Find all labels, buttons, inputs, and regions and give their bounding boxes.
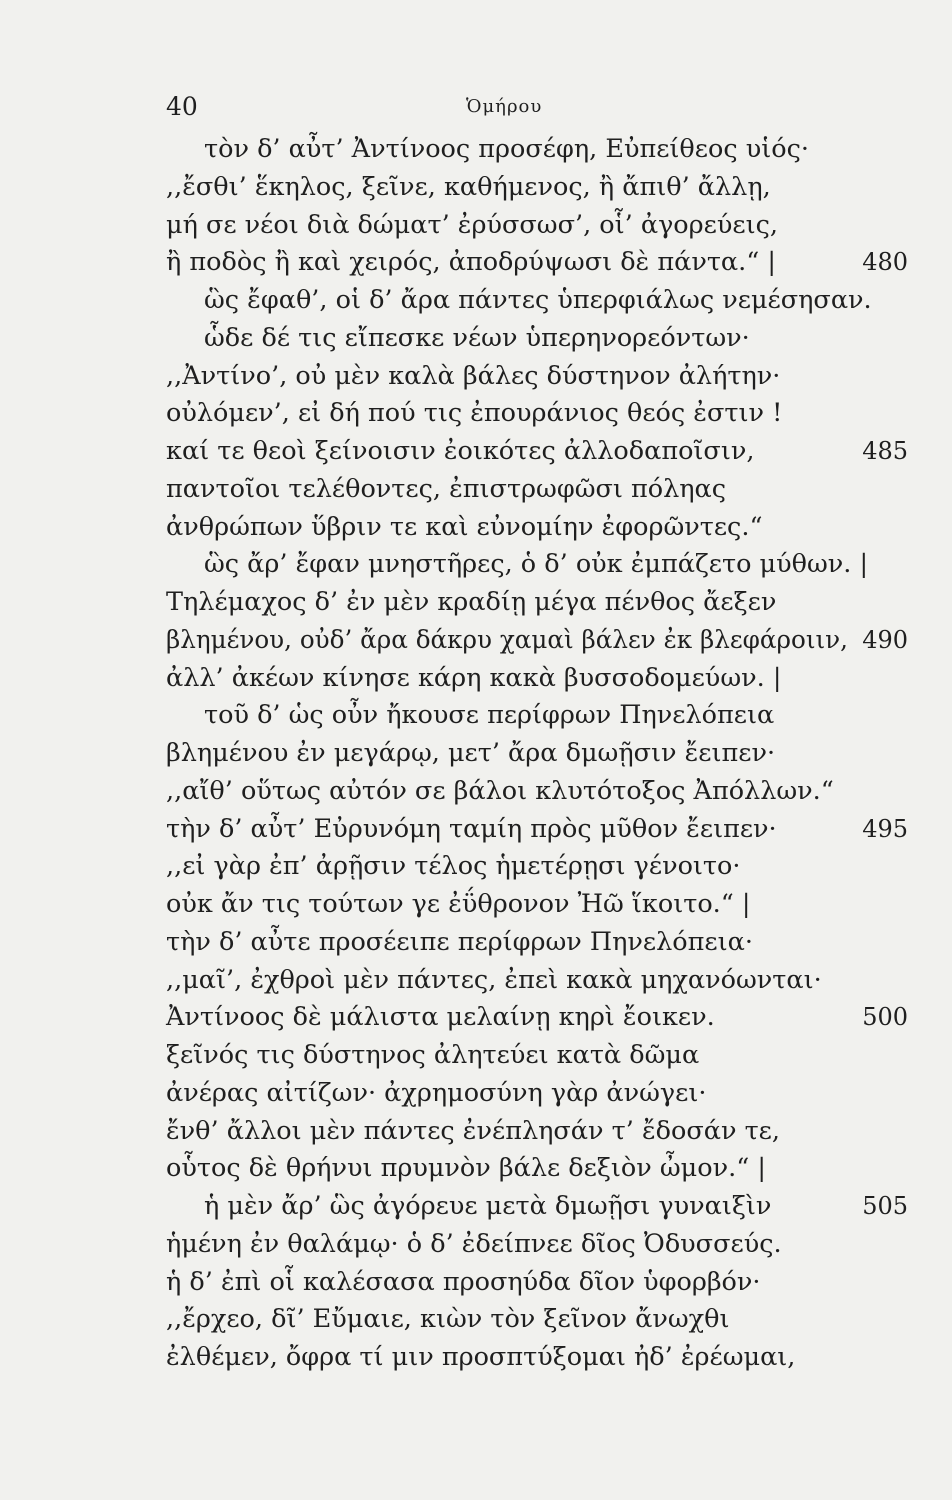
verse-line xyxy=(166,207,908,245)
verse-text: μή σε νέοι διὰ δώματ’ ἐρύσσωσ’, οἷ’ ἀγορεύεις, xyxy=(166,209,778,240)
verse-line xyxy=(166,1264,908,1302)
verse-text: οὐλόμεν’, εἰ δή πού τις ἐπουράνιος θεός ἐστιν ! xyxy=(166,398,783,429)
verse-line xyxy=(166,1339,908,1377)
verse-line xyxy=(166,1226,908,1264)
verse-line xyxy=(166,1113,908,1151)
verse-line xyxy=(166,886,908,924)
verse-line xyxy=(166,848,908,886)
verse-text: ,,μαῖ’, ἐχθροὶ μὲν πάντες, ἐπεὶ κακὰ μηχανόωνται· xyxy=(166,964,822,995)
verse-line xyxy=(166,660,908,698)
verse-line xyxy=(166,1037,908,1075)
verse-text: ἐλθέμεν, ὄφρα τί μιν προσπτύξομαι ἠδ’ ἐρέωμαι, xyxy=(166,1342,796,1372)
verse-line xyxy=(166,773,908,811)
verse-line xyxy=(166,244,908,282)
verse-line xyxy=(166,811,908,849)
verse-line xyxy=(166,697,908,735)
verse-text: ἢ ποδὸς ἢ καὶ χειρός, ἀποδρύψωσι δὲ πάντα.“ | xyxy=(166,247,776,278)
verse-text: καί τε θεοὶ ξείνοισιν ἐοικότες ἀλλοδαποῖσιν, xyxy=(166,436,755,466)
verse-text: Τηλέμαχος δ’ ἐν μὲν κραδίῃ μέγα πένθος ἄεξεν xyxy=(166,587,777,617)
line-number: 480 xyxy=(862,248,908,277)
verse-text: βλημένου ἐν μεγάρῳ, μετ’ ἄρα δμωῇσιν ἔειπεν· xyxy=(166,738,776,768)
verse-text: ὧδε δέ τις εἴπεσκε νέων ὑπερηνορεόντων· xyxy=(204,322,750,353)
verse-line xyxy=(166,433,908,471)
line-number: 505 xyxy=(862,1192,908,1220)
verse-line xyxy=(166,999,908,1037)
verse-text: τὸν δ’ αὖτ’ Ἀντίνοος προσέφη, Εὐπείθεος υἱός· xyxy=(204,134,809,164)
verse-text: ἀλλ’ ἀκέων κίνησε κάρη κακὰ βυσσοδομεύων. | xyxy=(166,662,782,693)
verse-text: ,,ἔρχεο, δῖ’ Εὔμαιε, κιὼν τὸν ξεῖνον ἄνωχθι xyxy=(166,1304,730,1335)
verse-text: τὴν δ’ αὖτ’ Εὐρυνόμη ταμίη πρὸς μῦθον ἔειπεν· xyxy=(166,813,777,844)
verse-line xyxy=(166,358,908,396)
verse-line xyxy=(166,1075,908,1113)
verse-line xyxy=(166,735,908,773)
verse-text: ἡ δ’ ἐπὶ οἷ καλέσασα προσηύδα δῖον ὑφορβόν· xyxy=(166,1266,761,1297)
verse-text: ὣς ἄρ’ ἔφαν μνηστῆρες, ὁ δ’ οὐκ ἐμπάζετο μύθων. | xyxy=(204,549,869,580)
verse-text: ἡμένη ἐν θαλάμῳ· ὁ δ’ ἐδείπνεε δῖος Ὀδυσσεύς. xyxy=(166,1228,782,1259)
verse-line xyxy=(166,1301,908,1339)
verse-text: ,,εἰ γὰρ ἐπ’ ἀρῇσιν τέλος ἡμετέρῃσι γένοιτο· xyxy=(166,851,741,882)
line-number: 485 xyxy=(862,437,908,465)
verse-line xyxy=(166,395,908,433)
verse-line xyxy=(166,282,908,320)
verse-text: οὐκ ἄν τις τούτων γε ἐΰθρονον Ἠῶ ἵκοιτο.“ | xyxy=(166,889,751,919)
verse-line xyxy=(166,509,908,547)
verse-line xyxy=(166,962,908,1000)
verse-text: ὣς ἔφαθ’, οἱ δ’ ἄρα πάντες ὑπερφιάλως νεμέσησαν. xyxy=(204,285,872,315)
verse-line xyxy=(166,471,908,509)
verse-text: ἔνθ’ ἄλλοι μὲν πάντες ἐνέπλησάν τ’ ἔδοσάν τε, xyxy=(166,1115,780,1146)
line-number: 500 xyxy=(862,1003,908,1032)
verse-text: παντοῖοι τελέθοντες, ἐπιστρωφῶσι πόληας xyxy=(166,473,727,504)
page-number: 40 xyxy=(166,92,198,121)
verse-text: ,,ἔσθι’ ἕκηλος, ξεῖνε, καθήμενος, ἢ ἄπιθ’ ἄλλῃ, xyxy=(166,171,771,202)
verse-line xyxy=(166,1188,908,1226)
verse-line xyxy=(166,546,908,584)
verse-text: ,,Ἀντίνο’, οὐ μὲν καλὰ βάλες δύστηνον ἀλήτην· xyxy=(166,360,781,391)
verse-line xyxy=(166,169,908,207)
verse-line xyxy=(166,924,908,962)
verse-text: τὴν δ’ αὖτε προσέειπε περίφρων Πηνελόπεια· xyxy=(166,926,753,957)
verse-text: ἀνθρώπων ὕβριν τε καὶ εὐνομίην ἐφορῶντες.“ xyxy=(166,511,763,542)
verse-text: ,,αἴθ’ οὕτως αὐτόν σε βάλοι κλυτότοξος Ἀπόλλων.“ xyxy=(166,775,834,806)
verse-line xyxy=(166,131,908,169)
line-number: 490 xyxy=(862,625,908,654)
verse-text: ἀνέρας αἰτίζων· ἀχρημοσύνη γὰρ ἀνώγει· xyxy=(166,1077,707,1108)
line-number: 495 xyxy=(862,814,908,843)
verse-text: ἡ μὲν ἄρ’ ὣς ἀγόρευε μετὰ δμωῇσι γυναιξὶν xyxy=(204,1191,772,1221)
verse-line xyxy=(166,1150,908,1188)
running-title: Ὁμήρου xyxy=(466,96,543,117)
verse-text: Ἀντίνοος δὲ μάλιστα μελαίνῃ κηρὶ ἔοικεν. xyxy=(166,1002,715,1033)
verse-line xyxy=(166,622,908,660)
verse-text: τοῦ δ’ ὡς οὖν ἤκουσε περίφρων Πηνελόπεια xyxy=(204,700,775,731)
verse-text: ξεῖνός τις δύστηνος ἀλητεύει κατὰ δῶμα xyxy=(166,1040,700,1070)
verse-text: βλημένου, οὐδ’ ἄρα δάκρυ χαμαὶ βάλεν ἐκ βλεφάροιιν, xyxy=(166,624,848,655)
verse-line xyxy=(166,584,908,622)
verse-block xyxy=(166,131,908,1377)
verse-text: οὗτος δὲ θρήνυι πρυμνὸν βάλε δεξιὸν ὦμον.“ | xyxy=(166,1153,766,1184)
verse-line xyxy=(166,320,908,358)
page-header xyxy=(166,92,906,132)
